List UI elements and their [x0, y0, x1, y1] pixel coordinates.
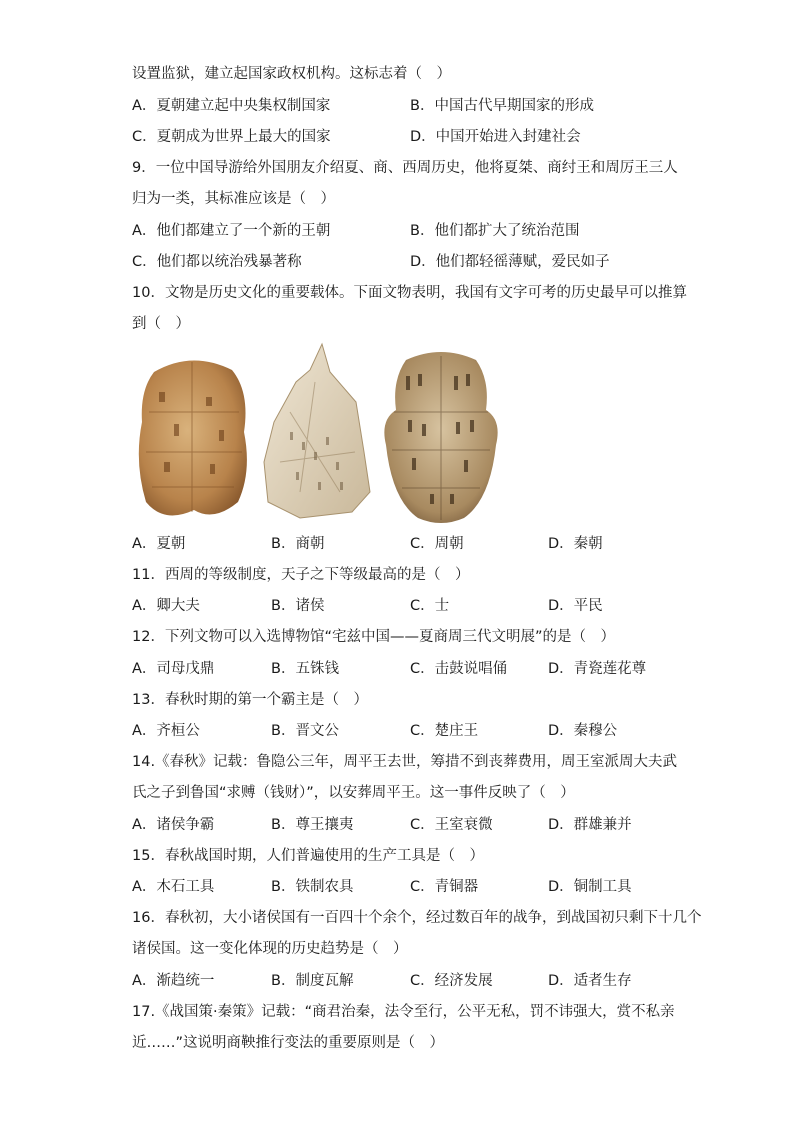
- q15-option-b: B．铁制农具: [271, 879, 354, 895]
- q9-option-a: A．他们都建立了一个新的王朝: [132, 223, 331, 239]
- q13-stem: 13．春秋时期的第一个霸主是（ ）: [132, 692, 368, 708]
- q14-stem-line1: 14.《春秋》记载：鲁隐公三年，周平王去世，筹措不到丧葬费用，周王室派周大夫武: [132, 754, 678, 770]
- q12-option-a: A．司母戊鼎: [132, 661, 215, 677]
- q12-option-d: D．青瓷莲花尊: [548, 661, 647, 677]
- artifact-images: [132, 342, 512, 527]
- q8-option-d: D．中国开始进入封建社会: [410, 129, 581, 145]
- q12-option-b: B．五铢钱: [271, 661, 339, 677]
- q9-option-b: B．他们都扩大了统治范围: [410, 223, 580, 239]
- q16-option-c: C．经济发展: [410, 973, 493, 989]
- q16-option-a: A．渐趋统一: [132, 973, 215, 989]
- q11-option-b: B．诸侯: [271, 598, 325, 614]
- q9-option-c: C．他们都以统治残暴著称: [132, 254, 302, 270]
- q13-option-b: B．晋文公: [271, 723, 339, 739]
- q13-option-c: C．楚庄王: [410, 723, 479, 739]
- q14-option-b: B．尊王攘夷: [271, 817, 354, 833]
- q10-stem-line1: 10．文物是历史文化的重要载体。下面文物表明，我国有文字可考的历史最早可以推算: [132, 285, 687, 301]
- q11-option-a: A．卿大夫: [132, 598, 200, 614]
- q16-stem-line2: 诸侯国。这一变化体现的历史趋势是（ ）: [132, 941, 408, 957]
- q8-option-c: C．夏朝成为世界上最大的国家: [132, 129, 331, 145]
- q9-stem-line1: 9．一位中国导游给外国朋友介绍夏、商、西周历史，他将夏桀、商纣王和周厉王三人: [132, 160, 678, 176]
- q8-stem: 设置监狱，建立起国家政权机构。这标志着（ ）: [132, 66, 451, 82]
- q10-option-c: C．周朝: [410, 536, 464, 552]
- oracle-bone-fragment-2: [260, 342, 372, 520]
- q15-option-a: A．木石工具: [132, 879, 215, 895]
- q10-option-b: B．商朝: [271, 536, 325, 552]
- q11-stem: 11．西周的等级制度，天子之下等级最高的是（ ）: [132, 567, 470, 583]
- q10-option-a: A．夏朝: [132, 536, 186, 552]
- q11-option-d: D．平民: [548, 598, 603, 614]
- q13-option-d: D．秦穆公: [548, 723, 618, 739]
- oracle-bone-shell-1: [134, 352, 252, 524]
- q11-option-c: C．士: [410, 598, 450, 614]
- q15-option-d: D．铜制工具: [548, 879, 632, 895]
- q14-option-d: D．群雄兼并: [548, 817, 632, 833]
- q16-option-b: B．制度瓦解: [271, 973, 354, 989]
- q12-option-c: C．击鼓说唱俑: [410, 661, 508, 677]
- q10-stem-line2: 到（ ）: [132, 316, 190, 332]
- q9-option-d: D．他们都轻徭薄赋，爱民如子: [410, 254, 610, 270]
- q8-option-a: A．夏朝建立起中央集权制国家: [132, 98, 331, 114]
- q15-option-c: C．青铜器: [410, 879, 479, 895]
- q17-stem-line1: 17.《战国策·秦策》记载：“商君治秦，法令至行，公平无私，罚不讳强大，赏不私亲: [132, 1004, 675, 1020]
- q16-option-d: D．适者生存: [548, 973, 632, 989]
- turtle-plastron-3: [378, 350, 504, 526]
- q14-option-a: A．诸侯争霸: [132, 817, 215, 833]
- q15-stem: 15．春秋战国时期，人们普遍使用的生产工具是（ ）: [132, 848, 484, 864]
- q12-stem: 12．下列文物可以入选博物馆“宅兹中国——夏商周三代文明展”的是（ ）: [132, 629, 615, 645]
- q17-stem-line2: 近……”这说明商鞅推行变法的重要原则是（ ）: [132, 1035, 445, 1051]
- q14-stem-line2: 氏之子到鲁国“求赙（钱财）”，以安葬周平王。这一事件反映了（ ）: [132, 785, 575, 801]
- q16-stem-line1: 16．春秋初，大小诸侯国有一百四十个余个，经过数百年的战争，到战国初只剩下十几个: [132, 910, 702, 926]
- q10-option-d: D．秦朝: [548, 536, 603, 552]
- q13-option-a: A．齐桓公: [132, 723, 200, 739]
- q8-option-b: B．中国古代早期国家的形成: [410, 98, 594, 114]
- q14-option-c: C．王室衰微: [410, 817, 493, 833]
- q9-stem-line2: 归为一类，其标准应该是（ ）: [132, 191, 335, 207]
